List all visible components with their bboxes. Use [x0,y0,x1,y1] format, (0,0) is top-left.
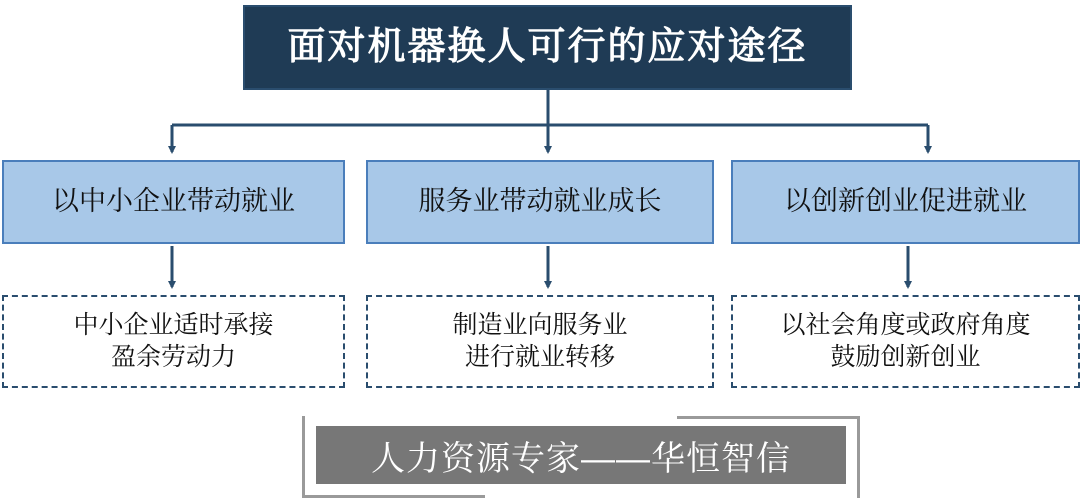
branch-box-1 [2,160,345,244]
detail-box-2 [366,295,714,388]
detail-box-1 [2,295,345,388]
footer-banner [316,426,846,484]
detail-line-1a: 中小企业适时承接 [73,311,274,340]
detail-line-1b: 盈余劳动力 [110,342,236,371]
branch-label-3: 以创新创业促进就业 [784,186,1027,217]
branch-box-2 [366,160,714,244]
detail-line-2a: 制造业向服务业 [452,311,628,340]
branch-box-3 [731,160,1080,244]
diagram-title-box [243,5,852,90]
branch-label-1: 以中小企业带动就业 [52,186,295,217]
detail-box-3 [731,295,1080,388]
diagram-title-text: 面对机器换人可行的应对途径 [287,25,808,68]
branch-label-2: 服务业带动就业成长 [418,186,662,217]
detail-line-3b: 鼓励创新创业 [830,342,981,371]
footer-text: 人力资源专家——华恒智信 [371,439,791,478]
detail-line-2b: 进行就业转移 [464,342,615,371]
detail-line-3a: 以社会角度或政府角度 [780,311,1031,340]
